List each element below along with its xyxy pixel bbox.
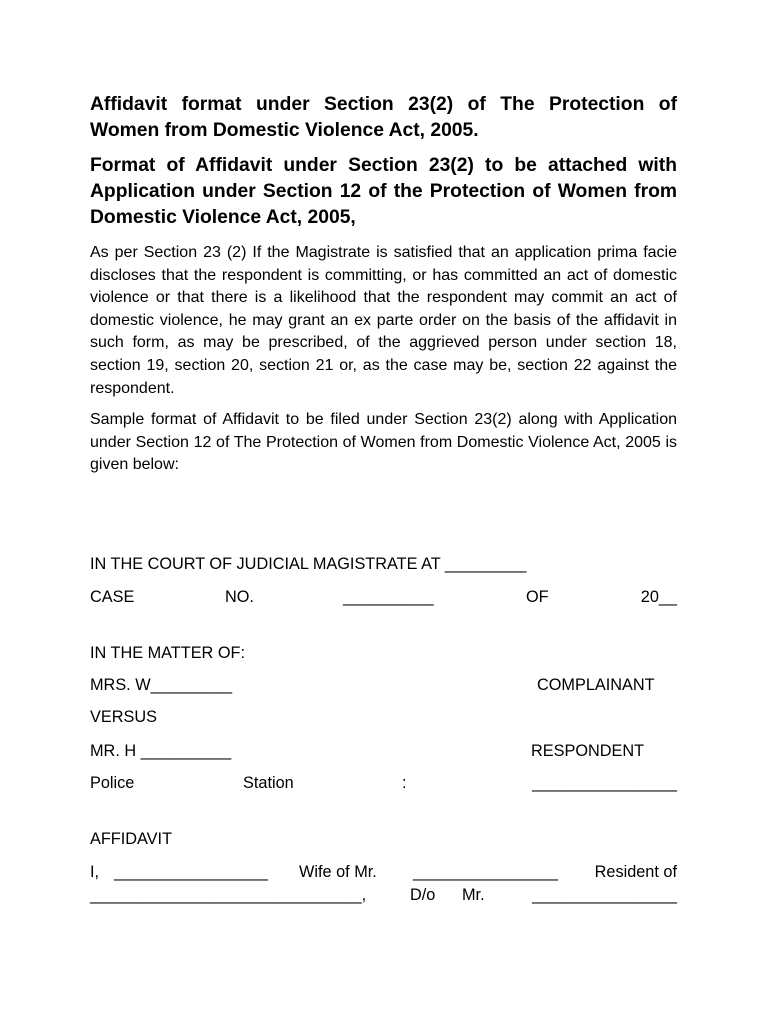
court-line: IN THE COURT OF JUDICIAL MAGISTRATE AT _________ bbox=[90, 555, 527, 573]
of-label: OF bbox=[526, 588, 549, 606]
husband-name-blank: ________________ bbox=[413, 863, 558, 881]
respondent-label: RESPONDENT bbox=[531, 742, 645, 760]
matter-of-heading: IN THE MATTER OF: bbox=[90, 644, 245, 662]
police-station-blank: ________________ bbox=[532, 774, 677, 792]
daughter-of-label: D/o bbox=[410, 886, 436, 904]
document-subtitle: Format of Affidavit under Section 23(2) to be attached with Application under Section 12 of the Protection of Women from Domestic Violence Act, 2005, bbox=[90, 155, 677, 228]
case-number-blank: __________ bbox=[343, 588, 434, 606]
no-label: NO. bbox=[225, 588, 254, 606]
police-station-colon: : bbox=[402, 774, 407, 792]
residence-blank: ______________________________, bbox=[90, 886, 367, 904]
father-name-blank: ________________ bbox=[532, 886, 677, 904]
wife-of-label: Wife of Mr. bbox=[299, 863, 377, 881]
resident-of-label: Resident of bbox=[594, 863, 677, 881]
deponent-name-blank: _________________ bbox=[114, 863, 268, 881]
versus-label: VERSUS bbox=[90, 708, 157, 726]
police-label: Police bbox=[90, 774, 135, 792]
section-explanation-paragraph: As per Section 23 (2) If the Magistrate is satisfied that an application prima facie discloses that the respondent is committing, or has committed an act of domestic violence or that there is a likelihood that the respondent may commit an act of domestic violence, he may grant an ex parte order on the basis of the affidavit in such form, as may be prescribed, of the aggrieved person under section 18, section 19, section 20, section 21 or, as the case may be, section 22 against the respondent. bbox=[90, 244, 677, 397]
document-title: Affidavit format under Section 23(2) of The Protection of Women from Domestic Violence Act, 2005. bbox=[90, 94, 677, 141]
year-label: 20__ bbox=[640, 588, 677, 606]
mrs-w-field: MRS. W_________ bbox=[90, 676, 233, 694]
mr-label: Mr. bbox=[462, 886, 485, 904]
mr-h-field: MR. H __________ bbox=[90, 742, 232, 760]
i-label: I, bbox=[90, 863, 100, 881]
affidavit-heading: AFFIDAVIT bbox=[90, 830, 173, 848]
station-label: Station bbox=[243, 774, 294, 792]
sample-format-paragraph: Sample format of Affidavit to be filed under Section 23(2) along with Application under Section 12 of The Protection of Women from Domestic Violence Act, 2005 is given below: bbox=[90, 411, 677, 474]
case-label: CASE bbox=[90, 588, 135, 606]
complainant-label: COMPLAINANT bbox=[537, 676, 655, 694]
